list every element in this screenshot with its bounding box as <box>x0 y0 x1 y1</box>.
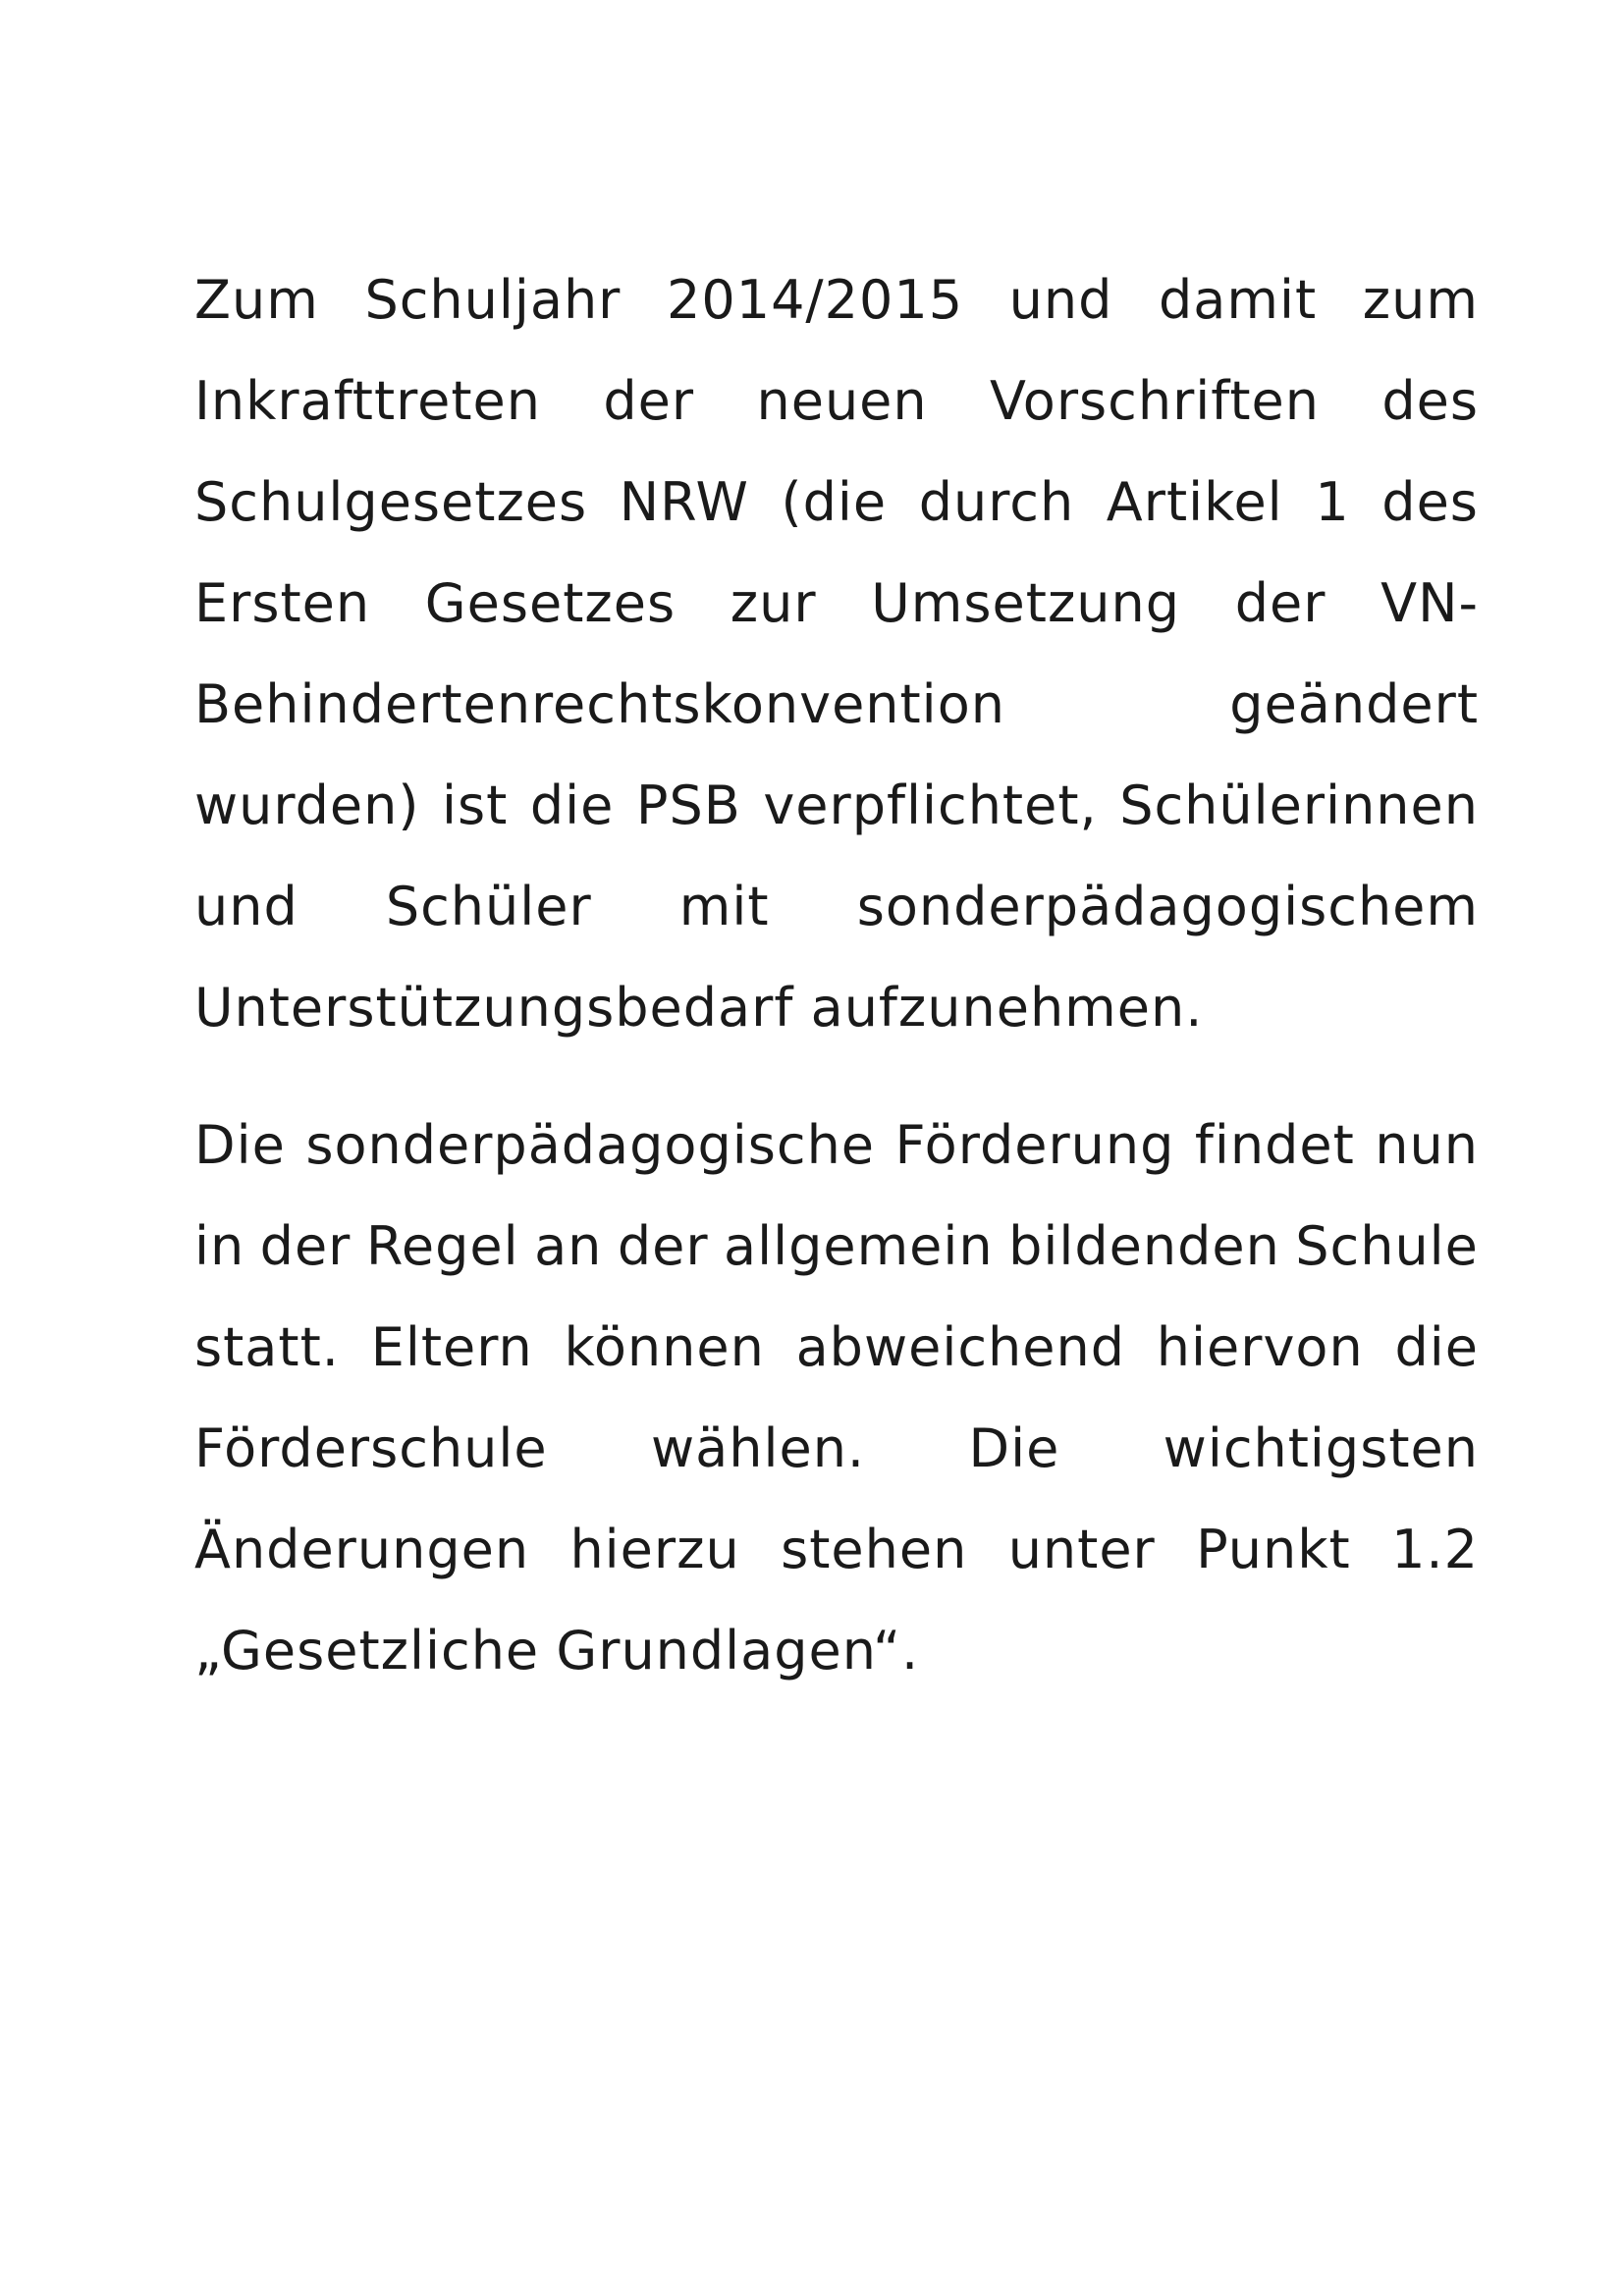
text-line <box>194 1398 1479 1499</box>
text-line <box>194 654 1479 755</box>
word: und <box>194 876 298 937</box>
word: Umsetzung <box>871 572 1181 634</box>
word: des <box>1381 370 1479 432</box>
text-line <box>194 856 1479 957</box>
word: findet <box>1194 1114 1355 1176</box>
word: Inkrafttreten <box>194 370 541 432</box>
word: mit <box>678 876 770 937</box>
word: an <box>534 1215 603 1277</box>
word: Regel <box>365 1215 519 1277</box>
word: und <box>1008 269 1113 331</box>
text-line <box>194 957 1479 1058</box>
word: ist <box>441 774 509 836</box>
word: statt. <box>194 1316 340 1378</box>
word: der <box>259 1215 352 1277</box>
word: zur <box>730 572 817 634</box>
word: Punkt <box>1196 1519 1351 1580</box>
word: Zum <box>194 269 319 331</box>
word: in <box>194 1215 245 1277</box>
text-line <box>194 1095 1479 1196</box>
word: damit <box>1159 269 1318 331</box>
word: Schüler <box>385 876 592 937</box>
word: Schulgesetzes <box>194 471 588 533</box>
text-line <box>194 1499 1479 1600</box>
word: der <box>1234 572 1326 634</box>
word: PSB <box>635 774 741 836</box>
word: Gesetzes <box>424 572 677 634</box>
word: neuen <box>756 370 928 432</box>
text-line <box>194 350 1479 452</box>
word: VN- <box>1380 572 1479 634</box>
word: Förderung <box>894 1114 1175 1176</box>
text-line <box>194 553 1479 654</box>
word: sonderpädagogischem <box>856 876 1479 937</box>
word: stehen <box>781 1519 968 1580</box>
word: (die <box>781 471 888 533</box>
word: der <box>617 1215 709 1277</box>
word: Eltern <box>370 1316 533 1378</box>
text-line <box>194 755 1479 856</box>
word: Artikel <box>1106 471 1283 533</box>
word: zum <box>1362 269 1479 331</box>
text-line <box>194 452 1479 553</box>
word: 1 <box>1315 471 1350 533</box>
text-line <box>194 1600 1479 1701</box>
paragraph-2 <box>194 1095 1479 1701</box>
word: Schuljahr <box>364 269 622 331</box>
word: hiervon <box>1156 1316 1364 1378</box>
body-text <box>194 249 1479 1701</box>
word: des <box>1381 471 1479 533</box>
word: Schülerinnen <box>1119 774 1479 836</box>
word: Ersten <box>194 572 371 634</box>
word: abweichend <box>795 1316 1125 1378</box>
word: geändert <box>1229 673 1479 735</box>
word: Behindertenrechtskonvention <box>194 673 1005 735</box>
word: können <box>564 1316 765 1378</box>
word: hierzu <box>569 1519 740 1580</box>
word: aufzunehmen. <box>810 977 1204 1039</box>
word: Schule <box>1295 1215 1479 1277</box>
word: die <box>529 774 615 836</box>
word: durch <box>918 471 1075 533</box>
word: 1.2 <box>1391 1519 1479 1580</box>
word: wurden) <box>194 774 420 836</box>
word: Unterstützungsbedarf <box>194 977 794 1039</box>
word: unter <box>1007 1519 1156 1580</box>
word: Die <box>194 1114 286 1176</box>
text-line <box>194 249 1479 350</box>
word: NRW <box>619 471 749 533</box>
word: bildenden <box>1008 1215 1280 1277</box>
word: Vorschriften <box>990 370 1320 432</box>
word: wählen. <box>651 1417 866 1479</box>
word: der <box>603 370 695 432</box>
word: die <box>1394 1316 1479 1378</box>
word: allgemein <box>723 1215 994 1277</box>
word: Grundlagen“. <box>556 1620 920 1682</box>
word: Die <box>968 1417 1060 1479</box>
word: Änderungen <box>194 1519 530 1580</box>
text-line <box>194 1196 1479 1297</box>
word: nun <box>1375 1114 1479 1176</box>
word: 2014/2015 <box>667 269 964 331</box>
text-line <box>194 1297 1479 1398</box>
paragraph-1 <box>194 249 1479 1058</box>
word: „Gesetzliche <box>194 1620 540 1682</box>
word: Förderschule <box>194 1417 548 1479</box>
word: sonderpädagogische <box>305 1114 876 1176</box>
word: wichtigsten <box>1163 1417 1479 1479</box>
word: verpflichtet, <box>763 774 1098 836</box>
